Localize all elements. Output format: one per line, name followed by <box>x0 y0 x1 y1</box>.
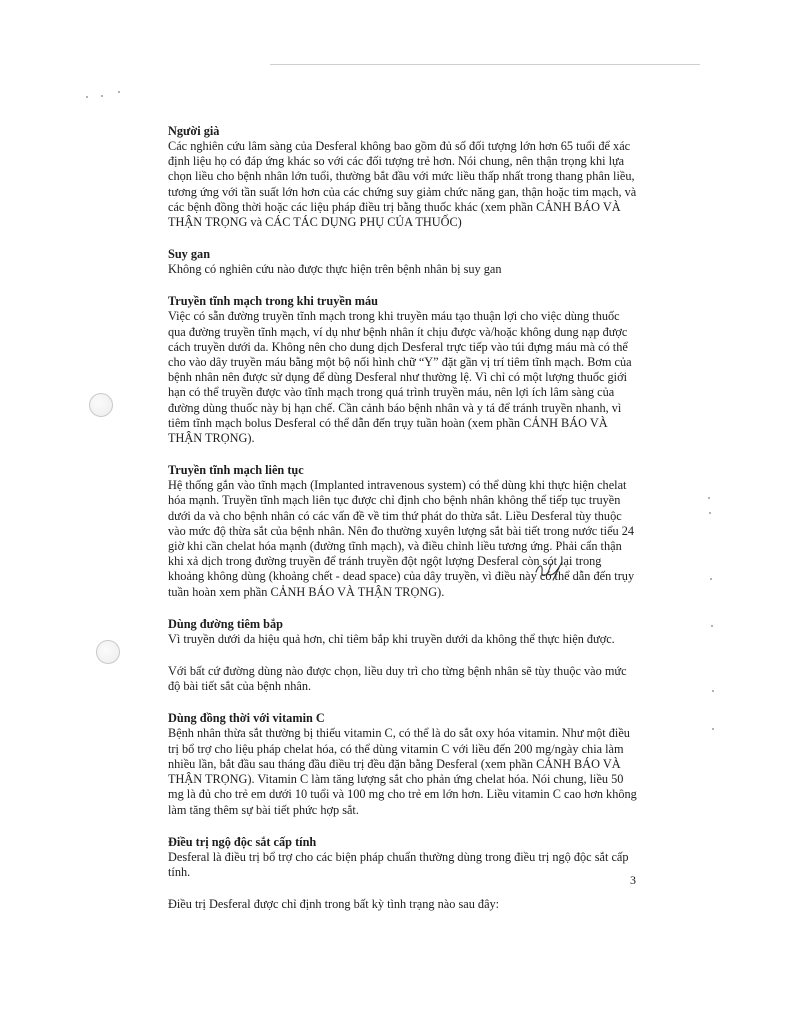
text-line: tuần hoàn xem phần CẢNH BÁO VÀ THẬN TRỌNG). <box>168 584 445 599</box>
section-heading: Truyền tĩnh mạch trong khi truyền máu <box>168 294 378 309</box>
section-intramuscular <box>168 617 646 647</box>
text-line: nhiều lần, bắt đầu sau tháng đầu điều trị đều đặn bằng Desferal (xem phần CẢNH BÁO VÀ <box>168 756 621 771</box>
text-line: qua đường truyền tĩnh mạch, ví dụ như bệnh nhân ít chịu được và/hoặc không dung nạp được <box>168 324 628 339</box>
section-vitamin-c <box>168 711 646 817</box>
margin-speck <box>710 578 712 580</box>
punch-hole-lower <box>96 640 120 664</box>
text-line: đường dùng thuốc này bị hạn chế. Cần cảnh báo bệnh nhân và y tá để tránh truyền nhanh, vì <box>168 400 622 415</box>
margin-speck <box>711 625 713 627</box>
section-heading: Dùng đường tiêm bắp <box>168 616 283 631</box>
text-line: khoảng không dùng (khoảng chết - dead space) của dây truyền, vì điều này có thể dẫn đến trụy <box>168 569 635 584</box>
text-line: tiêm tĩnh mạch bolus Desferal có thể dẫn đến trụy tuần hoàn (xem phần CẢNH BÁO VÀ <box>168 415 608 430</box>
section-paragraph <box>168 309 646 446</box>
section-paragraph <box>168 139 646 230</box>
scan-speck <box>86 96 88 98</box>
text-line: Hệ thống gắn vào tĩnh mạch (Implanted intravenous system) có thể dùng khi thực hiện chelat <box>168 478 627 493</box>
text-line: tương ứng với tần suất lớn hơn của các chứng suy giảm chức năng gan, thận hoặc tim mạch, và <box>168 184 637 199</box>
text-line: hóa mạnh. Truyền tĩnh mạch liên tục được chỉ định cho bệnh nhân không thể tiếp tục truyền <box>168 493 621 508</box>
document-body <box>168 124 646 912</box>
text-line: các bệnh đồng thời hoặc các liệu pháp điều trị bằng thuốc khác (xem phần CẢNH BÁO VÀ <box>168 199 621 214</box>
text-line: khi xả dịch trong đường truyền để tránh truyền đột ngột lượng Desferal còn sót lại trong <box>168 554 602 569</box>
section-heading: Điều trị ngộ độc sắt cấp tính <box>168 834 317 849</box>
text-line: THẬN TRỌNG và CÁC TÁC DỤNG PHỤ CỦA THUỐC) <box>168 215 462 230</box>
text-line: Với bất cứ đường dùng nào được chọn, liều duy trì cho từng bệnh nhân sẽ tùy thuộc vào mức <box>168 664 627 679</box>
text-line: Các nghiên cứu lâm sàng của Desferal không bao gồm đủ số đối tượng lớn hơn 65 tuổi để xác <box>168 139 631 153</box>
section-paragraph <box>168 262 646 277</box>
text-line: giờ khi cần chelat hóa mạnh (đường tĩnh mạch), và điều chỉnh liều tương ứng. Phải cẩn thận <box>168 539 622 554</box>
text-line: định liệu họ có đáp ứng khác so với các đối tượng trẻ hơn. Nói chung, nên thận trọng khi lựa <box>168 154 625 169</box>
text-line: THẬN TRỌNG). Vitamin C làm tăng lượng sắt cho phản ứng chelat hóa. Nói chung, liều 50 <box>168 772 624 787</box>
text-line: THẬN TRỌNG). <box>168 431 255 446</box>
text-line: Bệnh nhân thừa sắt thường bị thiếu vitamin C, có thể là do sắt oxy hóa vitamin. Như một điều <box>168 726 630 741</box>
text-line: hạn có thể truyền được vào tĩnh mạch trong quá trình truyền máu, nên lợi ích lâm sàng của <box>168 385 615 400</box>
section-elderly <box>168 124 646 230</box>
section-paragraph <box>168 850 646 880</box>
text-line: Không có nghiên cứu nào được thực hiện trên bệnh nhân bị suy gan <box>168 262 502 277</box>
section-continuous-iv <box>168 463 646 600</box>
section-paragraph <box>168 726 646 817</box>
text-line: chọn liều cho bệnh nhân lớn tuổi, thường bắt đầu với mức liều thấp nhất trong thang phân liều, <box>168 169 635 184</box>
section-paragraph <box>168 478 646 600</box>
text-line: trị bổ trợ cho liệu pháp chelat hóa, có thể dùng vitamin C với liều đến 200 mg/ngày chia làm <box>168 741 624 756</box>
scan-speck <box>101 95 103 97</box>
closing-line: Điều trị Desferal được chỉ định trong bất kỳ tình trạng nào sau đây: <box>168 897 500 912</box>
section-maintenance-dose <box>168 664 646 694</box>
text-line: độ bài tiết sắt của bệnh nhân. <box>168 679 312 694</box>
margin-speck <box>708 497 710 499</box>
margin-speck <box>709 512 711 514</box>
text-line: cách truyền dưới da. Không nên cho dung dịch Desferal trực tiếp vào túi đựng máu mà có thể <box>168 339 628 354</box>
scan-speck <box>118 91 120 93</box>
section-heading: Người già <box>168 124 220 138</box>
margin-speck <box>712 690 714 692</box>
text-line: làm tăng thêm sự bài tiết phức hợp sắt. <box>168 802 359 817</box>
text-line: mg là đủ cho trẻ em dưới 10 tuổi và 100 mg cho trẻ em lớn hơn. Liều vitamin C cao hơn không <box>168 787 637 802</box>
section-paragraph <box>168 632 646 647</box>
text-line: Vì truyền dưới da hiệu quả hơn, chỉ tiêm bắp khi truyền dưới da không thể thực hiện được. <box>168 631 615 646</box>
text-line: Desferal là điều trị bổ trợ cho các biện pháp chuẩn thường dùng trong điều trị ngộ độc sắt cấp <box>168 849 629 864</box>
section-heading: Truyền tĩnh mạch liên tục <box>168 463 304 478</box>
text-line: cho vào dây truyền máu bằng một bộ nối hình chữ “Y” đặt gần vị trí tiêm tĩnh mạch. Bơm của <box>168 355 632 370</box>
section-iv-during-transfusion <box>168 294 646 446</box>
punch-hole-upper <box>89 393 113 417</box>
text-line: vào mức độ thừa sắt của bệnh nhân. Nên đo thường xuyên lượng sắt bài tiết trong nước tiểu 24 <box>168 523 635 538</box>
section-heading: Suy gan <box>168 247 211 262</box>
section-heading: Dùng đồng thời với vitamin C <box>168 711 325 726</box>
text-line: bệnh nhân nên được sử dụng để dùng Desferal như thường lệ. Vì chỉ có một lượng thuốc giới <box>168 370 628 385</box>
text-line: tính. <box>168 864 191 879</box>
section-hepatic-impairment <box>168 247 646 277</box>
page-number: 3 <box>630 873 636 887</box>
margin-speck <box>712 728 714 730</box>
text-line: dưới da và cho bệnh nhân có các vấn đề về tim thứ phát do thừa sắt. Liều Desferal tùy thuộc <box>168 508 622 523</box>
scan-top-line <box>270 64 700 65</box>
text-line: Việc có sẵn đường truyền tĩnh mạch trong khi truyền máu tạo thuận lợi cho việc dùng thuốc <box>168 309 620 324</box>
section-paragraph <box>168 664 646 694</box>
section-acute-iron-poisoning <box>168 835 646 880</box>
